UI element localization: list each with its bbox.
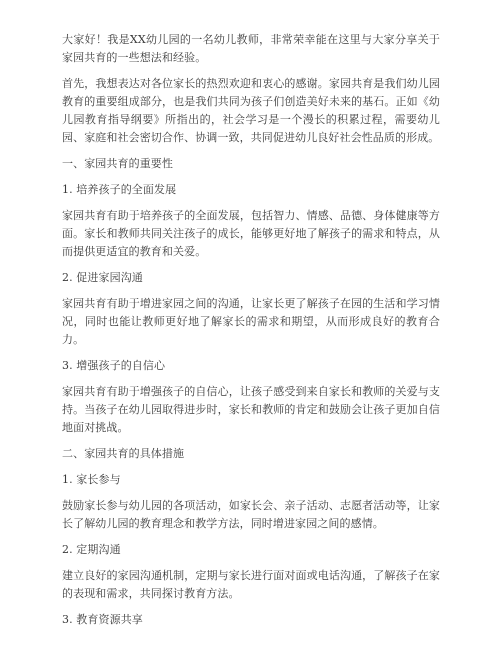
parent-participation-paragraph: 鼓励家长参与幼儿园的各项活动，如家长会、亲子活动、志愿者活动等，让家长了解幼儿园的教育理念和教学方法，同时增进家园之间的感情。 (62, 499, 440, 530)
subheading-holistic-development: 1. 培养孩子的全面发展 (62, 183, 177, 196)
greeting-paragraph: 大家好！我是XX幼儿园的一名幼儿教师，非常荣幸能在这里与大家分享关于家园共育的一些想法和经验。 (62, 33, 440, 64)
regular-communication-paragraph: 建立良好的家园沟通机制，定期与家长进行面对面或电话沟通，了解孩子在家的表现和需求，共同探讨教育方法。 (62, 569, 440, 600)
document-page (62, 31, 440, 637)
subheading-resource-sharing: 3. 教育资源共享 (62, 613, 143, 626)
subheading-regular-communication: 2. 定期沟通 (62, 543, 121, 556)
section-heading-measures: 二、家园共育的具体措施 (62, 447, 185, 460)
subheading-confidence: 3. 增强孩子的自信心 (62, 359, 166, 372)
subheading-parent-participation: 1. 家长参与 (62, 473, 121, 486)
intro-paragraph: 首先，我想表达对各位家长的热烈欢迎和衷心的感谢。家园共育是我们幼儿园教育的重要组成部分，也是我们共同为孩子们创造美好未来的基石。正如《幼儿园教育指导纲要》所指出的，社会学习是一个漫长的积累过程，需要幼儿园、家庭和社会密切合作、协调一致，共同促进幼儿良好社会性品质的形成。 (62, 77, 440, 144)
confidence-paragraph: 家园共育有助于增强孩子的自信心，让孩子感受到来自家长和教师的关爱与支持。当孩子在幼儿园取得进步时，家长和教师的肯定和鼓励会让孩子更加自信地面对挑战。 (62, 385, 440, 434)
section-heading-importance: 一、家园共育的重要性 (62, 157, 173, 170)
holistic-development-paragraph: 家园共育有助于培养孩子的全面发展，包括智力、情感、品德、身体健康等方面。家长和教师共同关注孩子的成长，能够更好地了解孩子的需求和特点，从而提供更适宜的教育和关爱。 (62, 209, 440, 258)
subheading-communication: 2. 促进家园沟通 (62, 271, 143, 284)
communication-paragraph: 家园共育有助于增进家园之间的沟通，让家长更了解孩子在园的生活和学习情况，同时也能让教师更好地了解家长的需求和期望，从而形成良好的教育合力。 (62, 297, 440, 346)
